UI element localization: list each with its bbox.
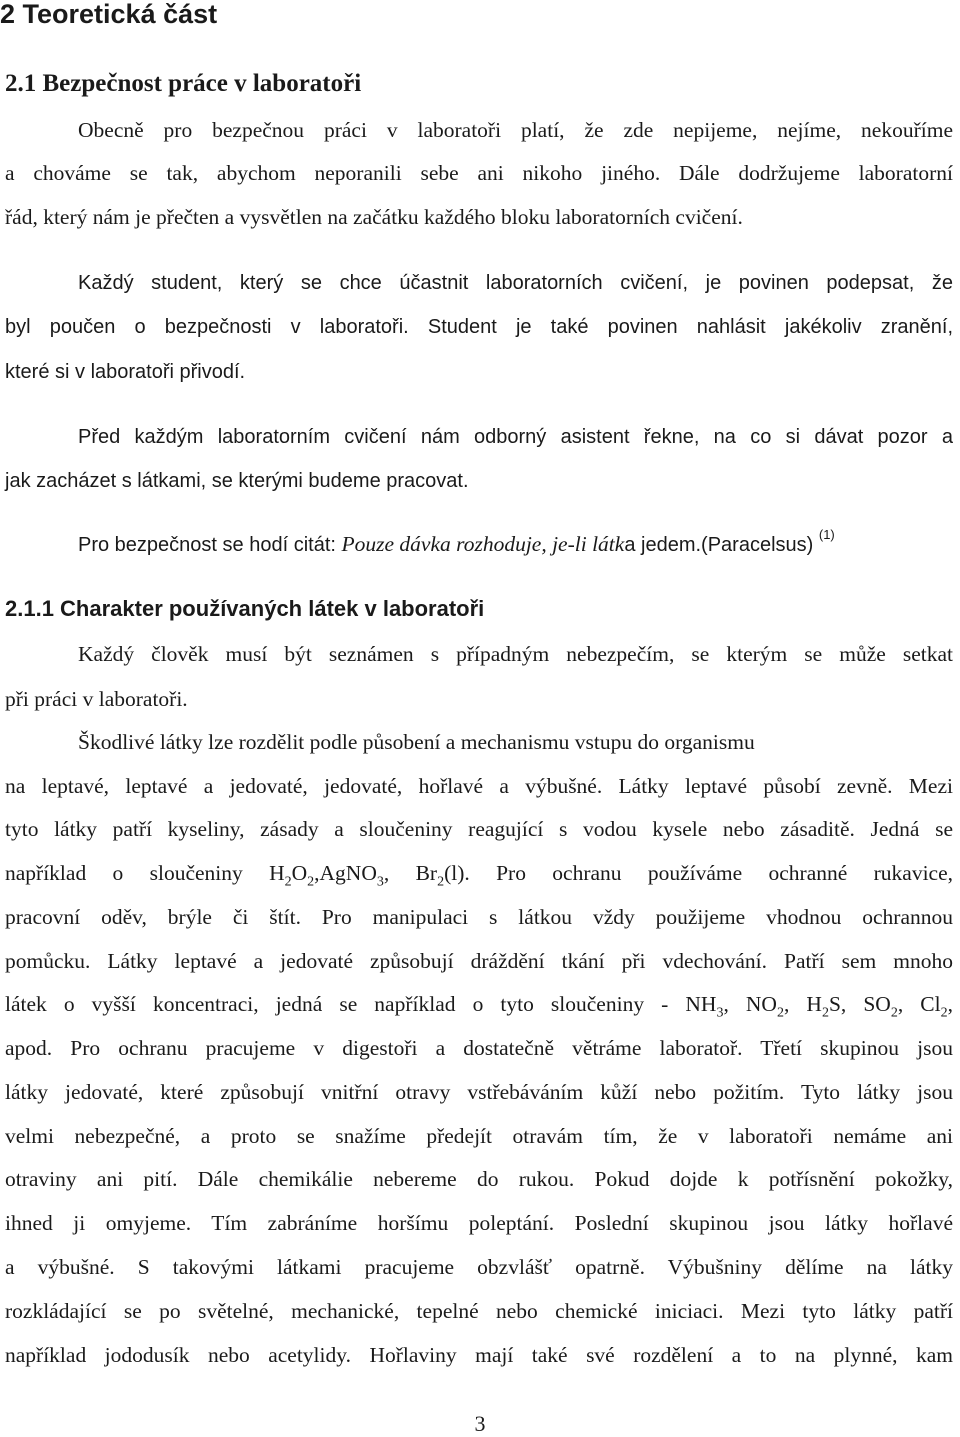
paragraph-line: jak zacházet s látkami, se kterými budeme pracovat. — [5, 470, 469, 492]
paragraph-line: řád, který nám je přečten a vysvětlen na začátku každého bloku laboratorních cvičení. — [5, 205, 743, 229]
quote-suffix: a jedem.(Paracelsus) — [624, 534, 819, 556]
paragraph-line: Před každým laboratorním cvičení nám odborný asistent řekne, na co si dávat pozor a — [78, 426, 953, 448]
paragraph-line: otraviny ani pití. Dále chemikálie nebereme do rukou. Pokud dojde k potřísnění pokožky, — [5, 1167, 953, 1191]
chapter-heading: 2 Teoretická část — [0, 0, 218, 29]
paragraph-line: velmi nebezpečné, a proto se snažíme předejít otravám tím, že v laboratoři nemáme ani — [5, 1124, 953, 1148]
paragraph-line: na leptavé, leptavé a jedovaté, jedovaté, hořlavé a výbušné. Látky leptavé působí zevně. Mezi — [5, 774, 953, 798]
paragraph-line: tyto látky patří kyseliny, zásady a sloučeniny reagující s vodou kysele nebo zásaditě. Jedná se — [5, 817, 953, 841]
paragraph-line: například jododusík nebo acetylidy. Hořlaviny mají také své rozdělení a to na plynné, kam — [5, 1343, 953, 1367]
paragraph-line: které si v laboratoři přivodí. — [5, 361, 246, 383]
paragraph-line: při práci v laboratoři. — [5, 687, 188, 711]
paragraph-line: Škodlivé látky lze rozdělit podle působení a mechanismu vstupu do organismu — [78, 730, 755, 754]
paracelsus-quote — [78, 527, 835, 561]
paragraph-line: pracovní oděv, brýle či štít. Pro manipulaci s látkou vždy použijeme vhodnou ochrannou — [5, 905, 953, 929]
paragraph-line: látky jedovaté, které způsobují vnitřní otravy vstřebáváním kůží nebo požitím. Tyto látky jsou — [5, 1080, 953, 1104]
quote-italic: Pouze dávka rozhoduje, je-li látk — [341, 532, 625, 556]
subsection-heading: 2.1.1 Charakter používaných látek v laboratoři — [5, 596, 485, 621]
quote-prefix: Pro bezpečnost se hodí citát: — [78, 534, 342, 556]
page-number: 3 — [474, 1411, 486, 1436]
paragraph-line: rozkládající se po světelné, mechanické, tepelné nebo chemické iniciaci. Mezi tyto látky patří — [5, 1299, 953, 1323]
citation-reference: (1) — [818, 527, 835, 542]
paragraph-line: látek o vyšší koncentraci, jedná se například o tyto sloučeniny - $NH_3$, $NO_2$, $H_2S$, $SO_2$, $Cl_2$, — [5, 992, 953, 1021]
paragraph-line: Každý člověk musí být seznámen s případným nebezpečím, se kterým se může setkat — [78, 642, 953, 666]
paragraph-line: Každý student, který se chce účastnit laboratorních cvičení, je povinen podepsat, že — [78, 272, 953, 294]
paragraph-line: apod. Pro ochranu pracujeme v digestoři a dostatečně větráme laboratoř. Třetí skupinou jsou — [5, 1036, 953, 1060]
section-heading: 2.1 Bezpečnost práce v laboratoři — [5, 70, 362, 97]
paragraph-line: pomůcku. Látky leptavé a jedovaté způsobují dráždění tkání při vdechování. Patří sem mnoho — [5, 949, 953, 973]
paragraph-line: a výbušné. S takovými látkami pracujeme obzvlášť opatrně. Výbušniny dělíme na látky — [5, 1255, 953, 1279]
paragraph-line: byl poučen o bezpečnosti v laboratoři. Student je také povinen nahlásit jakékoliv zranění, — [5, 316, 953, 338]
paragraph-line: a chováme se tak, abychom neporanili sebe ani nikoho jiného. Dále dodržujeme laboratorní — [5, 161, 953, 185]
paragraph-line: Obecně pro bezpečnou práci v laboratoři platí, že zde nepijeme, nejíme, nekouříme — [78, 118, 953, 142]
paragraph-line: ihned ji omyjeme. Tím zabráníme horšímu poleptání. Poslední skupinou jsou látky hořlavé — [5, 1211, 953, 1235]
paragraph-line: například o sloučeniny $H_2O_2,AgNO_3$, $Br_2(l)$. Pro ochranu používáme ochranné rukavice, — [5, 861, 954, 890]
